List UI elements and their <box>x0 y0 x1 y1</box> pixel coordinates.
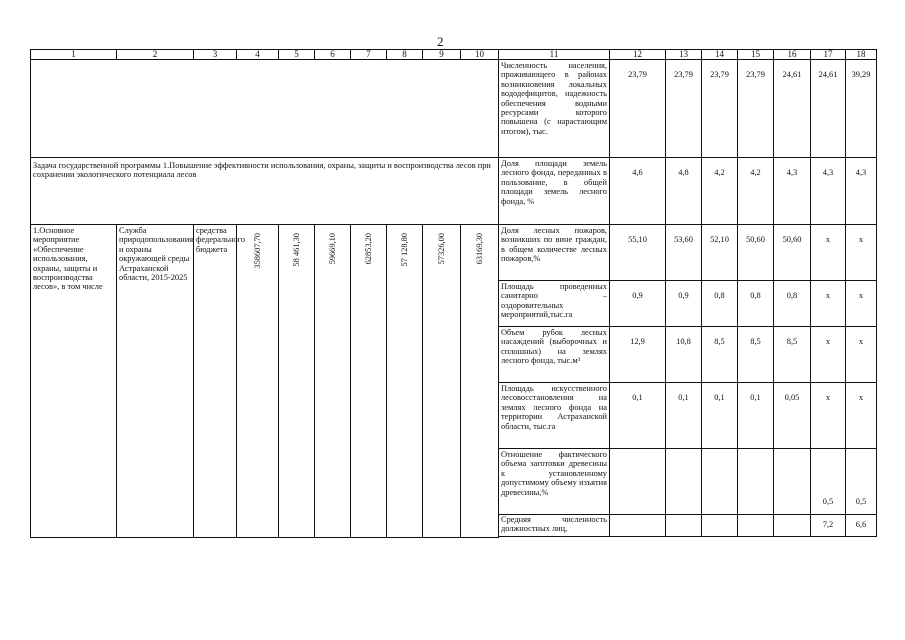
indicator-value <box>774 449 811 515</box>
amount-value: 358607,70 <box>252 233 262 269</box>
indicator-value: 4,2 <box>702 158 738 225</box>
indicator-value: 24,61 <box>774 60 811 158</box>
col-header-10: 10 <box>461 50 499 60</box>
indicator-value: x <box>846 225 877 281</box>
indicator-value: x <box>846 327 877 383</box>
indicator-value: 0,1 <box>738 383 774 449</box>
indicator-text: Средняя численность должностных лиц, <box>499 515 610 537</box>
indicator-value <box>610 449 666 515</box>
amount-value: 57326,00 <box>436 233 446 265</box>
indicator-value: 0,8 <box>702 281 738 327</box>
indicator-value: 8,5 <box>738 327 774 383</box>
amount-year <box>461 225 499 538</box>
empty-merged-cell <box>31 60 499 158</box>
indicator-value <box>738 449 774 515</box>
indicator-text: Доля лесных пожаров, возникших по вине граждан, в общем количестве лесных пожаров,% <box>499 225 610 281</box>
indicator-text: Объем рубок лесных насаждений (выборочных и сплошных) на землях лесного фонда, тыс.м³ <box>499 327 610 383</box>
indicator-value: 0,8 <box>738 281 774 327</box>
indicator-value: 4,6 <box>610 158 666 225</box>
indicator-value: 0,5 <box>846 449 877 515</box>
measure-executor: Служба природопользования и охраны окружающей среды Астраханской области, 2015-2025 <box>117 225 194 538</box>
col-header-15: 15 <box>738 50 774 60</box>
indicator-value: 0,5 <box>811 449 846 515</box>
indicator-value: 0,1 <box>610 383 666 449</box>
indicator-value: 55,10 <box>610 225 666 281</box>
col-header-13: 13 <box>666 50 702 60</box>
amount-value: 58 461,30 <box>291 233 301 267</box>
indicator-value: 7,2 <box>811 515 846 537</box>
indicator-value: 50,60 <box>738 225 774 281</box>
table-row <box>31 158 877 225</box>
indicator-text: Доля площади земель лесного фонда, переданных в пользование, в общей площади земель лесного фонда, % <box>499 158 610 225</box>
page-number: 2 <box>437 34 444 49</box>
amount-total <box>237 225 279 538</box>
indicator-value: 8,5 <box>702 327 738 383</box>
indicator-value: 4,3 <box>811 158 846 225</box>
indicator-value: 10,8 <box>666 327 702 383</box>
amount-value: 59669,10 <box>327 233 337 265</box>
col-header-8: 8 <box>387 50 423 60</box>
col-header-17: 17 <box>811 50 846 60</box>
indicator-value: x <box>811 225 846 281</box>
col-header-1: 1 <box>31 50 117 60</box>
indicator-value <box>774 515 811 537</box>
indicator-value: 23,79 <box>666 60 702 158</box>
col-header-11: 11 <box>499 50 610 60</box>
indicator-value: 8,5 <box>774 327 811 383</box>
indicator-value: 12,9 <box>610 327 666 383</box>
indicator-value: 0,1 <box>702 383 738 449</box>
col-header-14: 14 <box>702 50 738 60</box>
col-header-2: 2 <box>117 50 194 60</box>
amount-year <box>423 225 461 538</box>
indicator-value: x <box>811 383 846 449</box>
indicator-value: 4,2 <box>738 158 774 225</box>
amount-value: 62853,20 <box>363 233 373 265</box>
indicator-value: 0,05 <box>774 383 811 449</box>
indicator-value: 0,9 <box>666 281 702 327</box>
col-header-18: 18 <box>846 50 877 60</box>
indicator-text: Площадь искусственного лесовосстановления на землях лесного фонда на территории Астраханской области, тыс.га <box>499 383 610 449</box>
indicator-value: 50,60 <box>774 225 811 281</box>
table-row <box>31 225 877 281</box>
indicator-value <box>738 515 774 537</box>
col-header-16: 16 <box>774 50 811 60</box>
indicator-value: 6,6 <box>846 515 877 537</box>
column-number-row <box>31 50 877 60</box>
col-header-12: 12 <box>610 50 666 60</box>
indicator-value <box>666 449 702 515</box>
indicator-value <box>610 515 666 537</box>
indicator-value: 0,1 <box>666 383 702 449</box>
indicator-value: x <box>811 281 846 327</box>
indicator-value: x <box>846 383 877 449</box>
table-row <box>31 60 877 158</box>
indicator-value: 0,8 <box>774 281 811 327</box>
indicator-value: 4,8 <box>666 158 702 225</box>
indicator-value: 23,79 <box>738 60 774 158</box>
indicator-value <box>702 449 738 515</box>
indicator-value: x <box>846 281 877 327</box>
col-header-6: 6 <box>315 50 351 60</box>
col-header-7: 7 <box>351 50 387 60</box>
amount-year <box>315 225 351 538</box>
indicator-value: 24,61 <box>811 60 846 158</box>
indicator-value <box>666 515 702 537</box>
indicator-value: 39,29 <box>846 60 877 158</box>
col-header-4: 4 <box>237 50 279 60</box>
program-table <box>30 49 877 538</box>
col-header-5: 5 <box>279 50 315 60</box>
funding-source: средства федерального бюджета <box>194 225 237 538</box>
indicator-value: 23,79 <box>702 60 738 158</box>
amount-year <box>387 225 423 538</box>
col-header-9: 9 <box>423 50 461 60</box>
indicator-value <box>702 515 738 537</box>
indicator-value: 0,9 <box>610 281 666 327</box>
indicator-value: 4,3 <box>846 158 877 225</box>
indicator-value: x <box>811 327 846 383</box>
amount-year <box>279 225 315 538</box>
indicator-value: 23,79 <box>610 60 666 158</box>
measure-name: 1.Основное мероприятие «Обеспечение использования, охраны, защиты и воспроизводства лесов», в том числе <box>31 225 117 538</box>
indicator-value: 4,3 <box>774 158 811 225</box>
amount-year <box>351 225 387 538</box>
amount-value: 63169,30 <box>474 233 484 265</box>
indicator-value: 53,60 <box>666 225 702 281</box>
indicator-value: 52,10 <box>702 225 738 281</box>
indicator-text: Площадь проведенных санитарно – оздоровительных мероприятий,тыс.га <box>499 281 610 327</box>
col-header-3: 3 <box>194 50 237 60</box>
program-task: Задача государственной программы 1.Повышение эффективности использования, охраны, защиты и воспроизводства лесов при сохранении экологического потенциала лесов <box>31 158 499 225</box>
indicator-text: Численность населения, проживающего в районах возникновения локальных вододефицитов, надежность обеспечения водными ресурсами которого повышена (с нарастающим итогом), тыс. <box>499 60 610 158</box>
indicator-text: Отношение фактического объема заготовки древесины к установленному допустимому объему изъятия древесины,% <box>499 449 610 515</box>
amount-value: 57 128,80 <box>399 233 409 267</box>
